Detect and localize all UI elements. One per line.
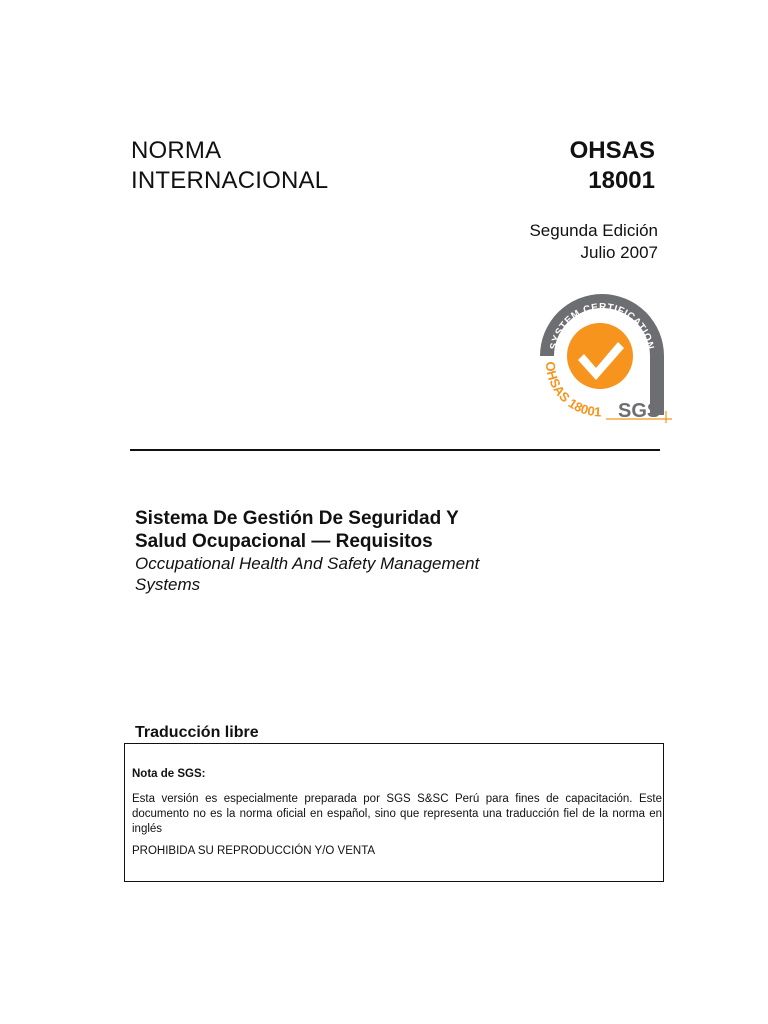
document-type: [131, 136, 328, 196]
note-body: Esta versión es especialmente preparada por SGS S&SC Perú para fines de capacitación. Este documento no es la norma oficial en español, sino que representa una traducción fiel de la norma en inglés: [132, 793, 662, 835]
code-line-1: OHSAS: [569, 137, 655, 164]
standard-curved-text: OHSAS 18001: [542, 360, 602, 420]
note-prohibited: PROHIBIDA SU REPRODUCCIÓN Y/O VENTA: [132, 845, 376, 857]
note-title: Nota de SGS:: [132, 768, 206, 780]
title-spanish: [135, 507, 459, 553]
title-english: [135, 553, 479, 595]
title-en-line-1: Occupational Health And Safety Management: [135, 554, 480, 573]
standard-code: [570, 136, 655, 196]
norma-line-2: INTERNACIONAL: [131, 167, 329, 194]
code-line-2: 18001: [588, 167, 655, 194]
sgs-brand-text: SGS: [618, 400, 661, 422]
edition-number: Segunda Edición: [529, 221, 658, 240]
divider-rule: [130, 449, 660, 451]
edition-date: Julio 2007: [580, 243, 658, 262]
sgs-note-box: [124, 743, 664, 882]
orange-circle: [567, 323, 633, 389]
title-es-line-2: Salud Ocupacional — Requisitos: [135, 531, 433, 552]
norma-line-1: NORMA: [131, 137, 222, 164]
sgs-certification-logo: [530, 290, 675, 425]
translation-label: Traducción libre: [135, 724, 259, 741]
title-en-line-2: Systems: [135, 575, 201, 594]
arc-text: SYSTEM CERTIFICATION: [548, 301, 656, 351]
edition-info: [529, 220, 658, 264]
title-es-line-1: Sistema De Gestión De Seguridad Y: [135, 508, 459, 529]
